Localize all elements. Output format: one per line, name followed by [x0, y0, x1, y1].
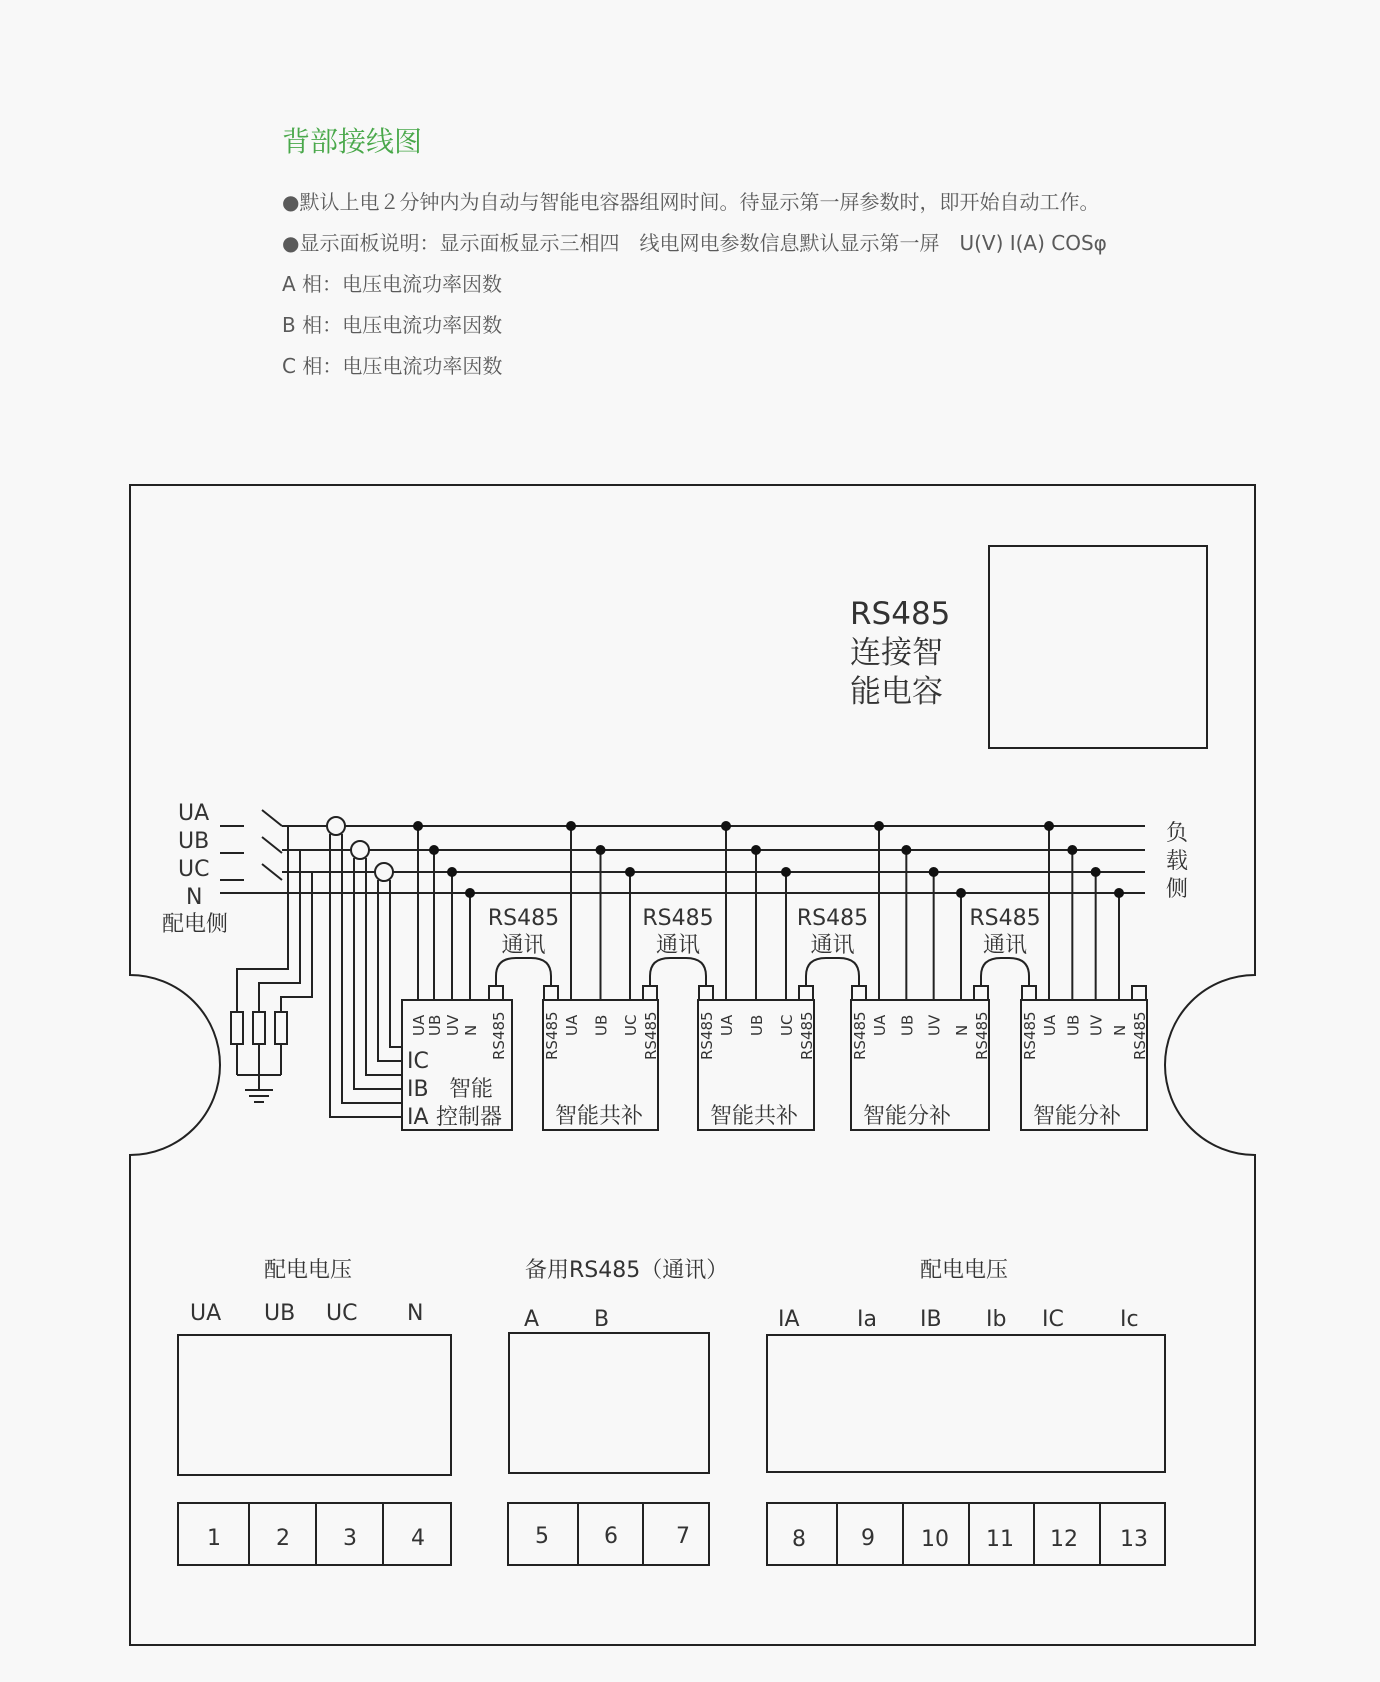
terminal-number-10: 10 [921, 1527, 949, 1552]
rs485-box-label-2: 连接智 [850, 635, 943, 671]
unit-right-rs485-label: RS485 [1131, 1011, 1149, 1060]
terminal-label-ub: UB [264, 1301, 296, 1326]
comm-link-sublabel: 通讯 [810, 933, 855, 958]
comm-link-sublabel: 通讯 [982, 933, 1028, 958]
terminal-label-ua: UA [190, 1301, 222, 1326]
terminal-label-ia-lower: Ia [857, 1307, 877, 1332]
unit-left-rs485-port [544, 986, 558, 1000]
junction-dot [721, 821, 731, 831]
load-side-label-2: 载 [1166, 849, 1189, 874]
unit-left-rs485-label: RS485 [1021, 1011, 1039, 1060]
terminal-number-1: 1 [207, 1526, 221, 1551]
unit-terminal-label: UB [748, 1014, 766, 1036]
unit-left-rs485-port [1022, 986, 1036, 1000]
unit-right-rs485-port [974, 986, 988, 1000]
unit-left-rs485-label: RS485 [851, 1011, 869, 1060]
rs485-comm-link [496, 958, 551, 986]
unit-terminal-label: UV [925, 1014, 944, 1036]
supply-line-uc: UC [178, 857, 210, 882]
comm-link-sublabel: 通讯 [655, 933, 701, 958]
unit-right-rs485-label: RS485 [973, 1011, 991, 1060]
supply-line-n: N [186, 885, 203, 910]
controller-label-line2: 控制器 [436, 1105, 503, 1130]
unit-terminal-label: UC [778, 1014, 796, 1036]
rs485-terminal-block [509, 1333, 709, 1473]
unit-terminal-label: UA [718, 1014, 736, 1036]
junction-dot [751, 845, 761, 855]
section-title: 背部接线图 [282, 125, 423, 158]
ct-input-ic: IC [407, 1049, 429, 1074]
terminal-label-a: A [524, 1307, 540, 1332]
voltage-block-title: 配电电压 [264, 1258, 353, 1283]
rs485-comm-link [981, 958, 1029, 986]
load-side-label-3: 侧 [1166, 877, 1189, 902]
capacitor-unit-label: 智能分补 [1033, 1104, 1122, 1129]
ct-input-ib: IB [407, 1077, 429, 1102]
capacitor-unit-label: 智能分补 [863, 1104, 952, 1129]
junction-dot [781, 867, 791, 877]
controller-terminal-label: UV [444, 1014, 462, 1036]
junction-dot [447, 867, 457, 877]
ct-input-ia: IA [407, 1105, 429, 1130]
supply-side-label: 配电侧 [162, 912, 229, 937]
unit-terminal-label: N [953, 1024, 971, 1036]
junction-dot [929, 867, 939, 877]
current-number-strip [767, 1503, 1165, 1565]
junction-dot [429, 845, 439, 855]
unit-terminal-label: UV [1087, 1014, 1106, 1036]
supply-line-ub: UB [178, 829, 210, 854]
unit-right-rs485-port [1132, 986, 1146, 1000]
capacitor-unit-label: 智能共补 [555, 1104, 644, 1129]
rs485-box-label-3: 能电容 [850, 674, 943, 710]
junction-dot [413, 821, 423, 831]
junction-dot [1067, 845, 1077, 855]
unit-terminal-label: UC [622, 1014, 640, 1036]
terminal-label-ic: IC [1042, 1307, 1064, 1332]
unit-terminal-label: UB [592, 1014, 611, 1036]
junction-dot [901, 845, 911, 855]
display-panel-note: ●显示面板说明：显示面板显示三相四 线电网电参数信息默认显示第一屏 U(V) I(A) COSφ [282, 231, 1107, 255]
junction-dot [1114, 888, 1124, 898]
unit-left-rs485-port [852, 986, 866, 1000]
controller-rs485-port [489, 986, 503, 1000]
unit-terminal-label: UB [898, 1014, 917, 1036]
terminal-number-13: 13 [1120, 1527, 1148, 1552]
unit-left-rs485-label: RS485 [543, 1011, 561, 1060]
comm-link-label: RS485 [642, 906, 714, 931]
terminal-label-uc: UC [326, 1301, 358, 1326]
ct-ring-c [375, 863, 393, 881]
phase-b-note: B 相：电压电流功率因数 [282, 313, 503, 337]
capacitor-unit-label: 智能共补 [710, 1104, 799, 1129]
unit-right-rs485-port [799, 986, 813, 1000]
junction-dot [1091, 867, 1101, 877]
terminal-label-n: N [407, 1301, 424, 1326]
comm-link-label: RS485 [487, 906, 560, 931]
phase-a-note: A 相：电压电流功率因数 [282, 272, 503, 296]
supply-line-ua: UA [178, 801, 210, 826]
ct-ring-b [351, 841, 369, 859]
terminal-number-5: 5 [535, 1524, 549, 1549]
controller-rs485-label: RS485 [490, 1011, 508, 1060]
comm-link-label: RS485 [969, 906, 1041, 931]
unit-right-rs485-port [643, 986, 657, 1000]
rs485-comm-link [650, 958, 706, 986]
unit-right-rs485-label: RS485 [798, 1011, 816, 1060]
junction-dot [625, 867, 635, 877]
voltage-terminal-block [178, 1335, 451, 1475]
junction-dot [465, 888, 475, 898]
controller-terminal-label: N [462, 1024, 480, 1036]
terminal-label-ic-lower: Ic [1120, 1307, 1139, 1332]
rs485-box-label: RS485 [850, 596, 951, 632]
unit-terminal-label: UA [563, 1014, 581, 1036]
junction-dot [956, 888, 966, 898]
junction-dot [874, 821, 884, 831]
current-block-title: 配电电压 [920, 1258, 1009, 1283]
terminal-number-3: 3 [343, 1526, 357, 1551]
terminal-label-ib-lower: Ib [986, 1307, 1007, 1332]
terminal-number-8: 8 [792, 1527, 806, 1552]
terminal-number-2: 2 [276, 1526, 290, 1551]
unit-left-rs485-label: RS485 [698, 1011, 716, 1060]
terminal-label-ib: IB [920, 1307, 942, 1332]
terminal-number-9: 9 [861, 1526, 875, 1551]
terminal-label-b: B [594, 1307, 610, 1332]
junction-dot [1044, 821, 1054, 831]
terminal-number-11: 11 [986, 1527, 1014, 1552]
comm-link-sublabel: 通讯 [501, 933, 546, 958]
junction-dot [596, 845, 606, 855]
terminal-number-4: 4 [411, 1526, 425, 1551]
unit-terminal-label: UA [1041, 1014, 1059, 1036]
controller-terminal-label: UA [410, 1014, 428, 1036]
ct-ring-a [327, 817, 345, 835]
unit-terminal-label: UB [1064, 1014, 1083, 1036]
junction-dot [566, 821, 576, 831]
rs485-block-title: 备用RS485（通讯） [525, 1258, 729, 1283]
unit-left-rs485-port [699, 986, 713, 1000]
rs485-comm-link [806, 958, 859, 986]
power-on-note: ●默认上电２分钟内为自动与智能电容器组网时间。待显示第一屏参数时，即开始自动工作。 [282, 190, 1100, 214]
terminal-label-ia: IA [778, 1307, 800, 1332]
unit-terminal-label: UA [871, 1014, 889, 1036]
phase-c-note: C 相：电压电流功率因数 [282, 354, 503, 378]
terminal-number-6: 6 [604, 1524, 618, 1549]
load-side-label-1: 负 [1166, 821, 1189, 846]
controller-label-line1: 智能 [449, 1077, 494, 1102]
unit-terminal-label: N [1111, 1024, 1129, 1036]
terminal-number-7: 7 [676, 1524, 690, 1549]
controller-terminal-label: UB [426, 1014, 444, 1036]
unit-right-rs485-label: RS485 [642, 1011, 660, 1060]
current-terminal-block [767, 1335, 1165, 1472]
rs485-connector-box [989, 546, 1207, 748]
comm-link-label: RS485 [796, 906, 869, 931]
terminal-number-12: 12 [1050, 1527, 1078, 1552]
